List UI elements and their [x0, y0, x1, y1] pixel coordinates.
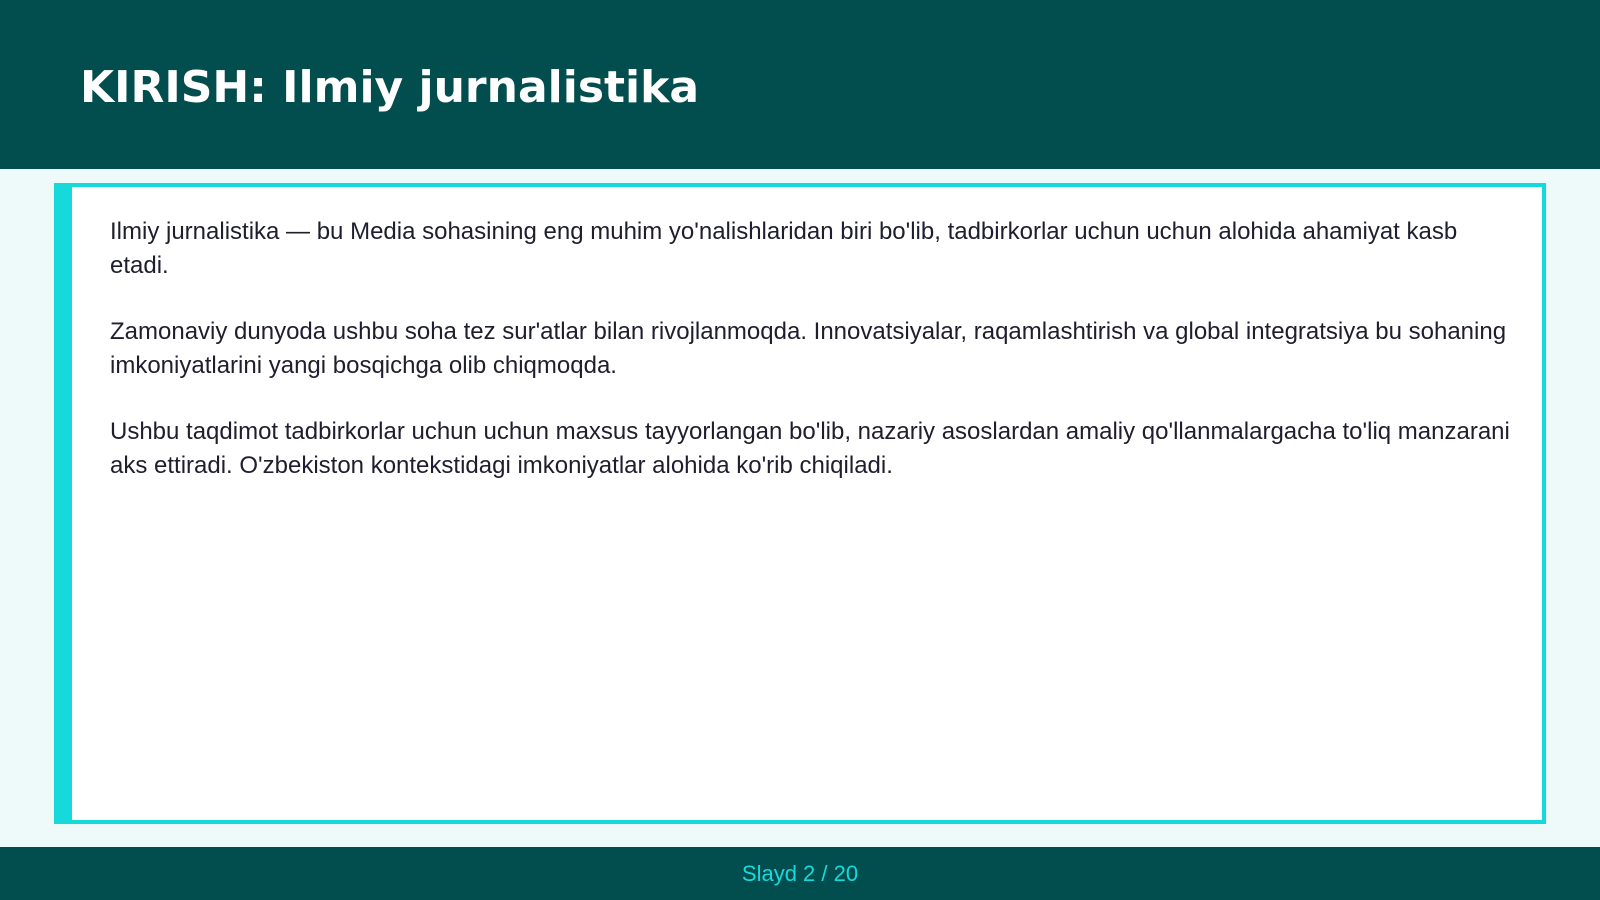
slide-header — [0, 0, 1600, 169]
slide-footer — [0, 847, 1600, 900]
slide-title: KIRISH: Ilmiy jurnalistika — [80, 62, 700, 113]
paragraph-3: Ushbu taqdimot tadbirkorlar uchun uchun maxsus tayyorlangan bo'lib, nazariy asoslardan amaliy qo'llanmalargacha to'liq manzarani aks ettiradi. O'zbekiston kontekstidagi imkoniyatlar alohida ko'rib chiqiladi. — [110, 418, 1510, 479]
paragraph-2: Zamonaviy dunyoda ushbu soha tez sur'atlar bilan rivojlanmoqda. Innovatsiyalar, raqamlashtirish va global integratsiya bu sohaning imkoniyatlarini yangi bosqichga olib chiqmoqda. — [110, 318, 1507, 379]
paragraph-1: Ilmiy jurnalistika — bu Media sohasining eng muhim yo'nalishlaridan biri bo'lib, tadbirkorlar uchun uchun alohida ahamiyat kasb etadi. — [110, 218, 1458, 279]
content-text — [110, 215, 1510, 515]
slide-counter: Slayd 2 / 20 — [741, 860, 859, 886]
content-box — [54, 183, 1546, 824]
